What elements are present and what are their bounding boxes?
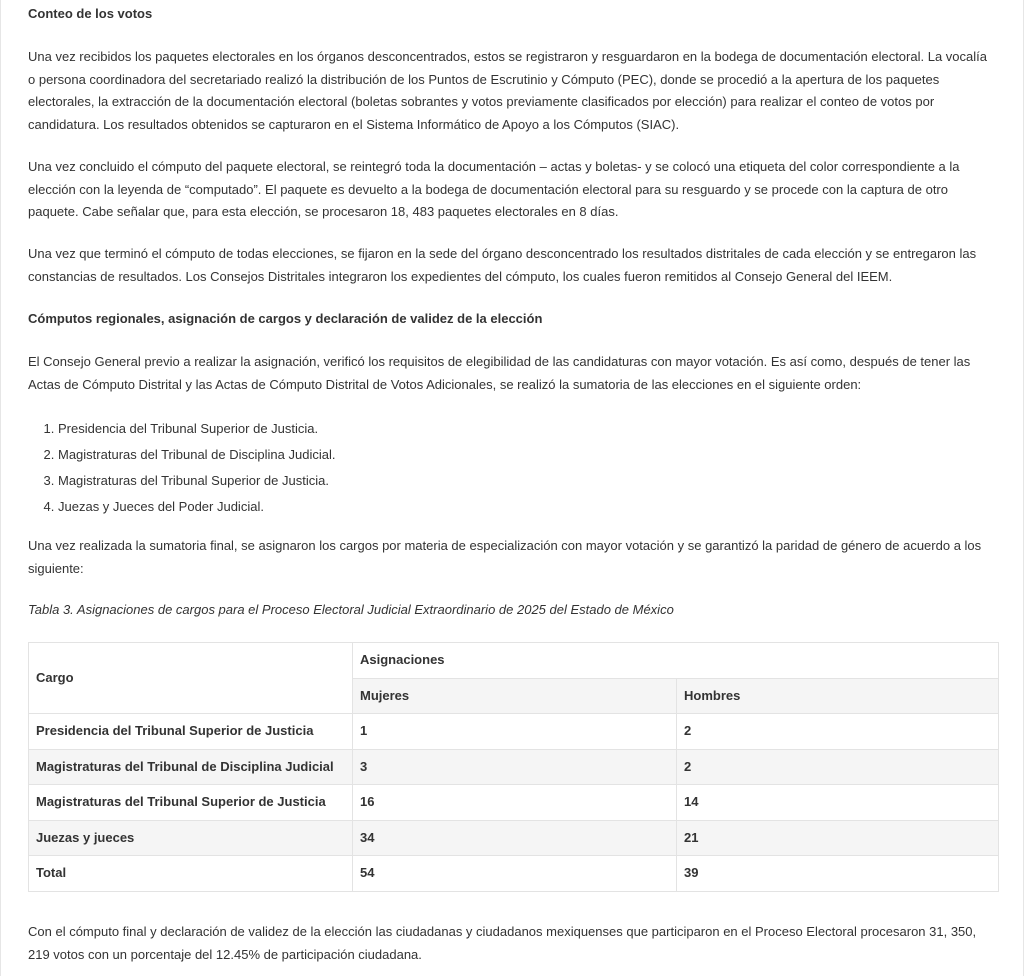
paragraph-regional-2: Una vez realizada la sumatoria final, se asignaron los cargos por materia de especialización con mayor votación y se garantizó la paridad de género de acuerdo a los siguiente: xyxy=(28,538,982,576)
table-row xyxy=(29,820,999,856)
list-item: 2. Magistraturas del Tribunal de Disciplina Judicial. xyxy=(58,442,335,468)
cell-cargo: Total xyxy=(29,856,353,892)
list-item: 3. Magistraturas del Tribunal Superior de Justicia. xyxy=(58,468,335,494)
paragraph-regional-1: El Consejo General previo a realizar la asignación, verificó los requisitos de elegibilidad de las candidaturas con mayor votación. Es así como, después de tener las Actas de Cómputo Distrital y las Actas de Cómputo Distrital de Votos Adicionales, se realizó la sumatoria de las elecciones en el siguiente orden: xyxy=(28,354,971,392)
table-caption: Tabla 3. Asignaciones de cargos para el Proceso Electoral Judicial Extraordinario de 2025 del Estado de México xyxy=(28,602,674,617)
cell-mujeres: 16 xyxy=(353,785,677,821)
cell-cargo: Magistraturas del Tribunal de Disciplina Judicial xyxy=(29,749,353,785)
list-item: 1. Presidencia del Tribunal Superior de Justicia. xyxy=(58,416,335,442)
section-heading-counting: Conteo de los votos xyxy=(28,6,153,21)
cell-cargo: Juezas y jueces xyxy=(29,820,353,856)
cell-cargo: Magistraturas del Tribunal Superior de Justicia xyxy=(29,785,353,821)
list-item: 4. Juezas y Jueces del Poder Judicial. xyxy=(58,494,335,520)
cell-mujeres: 54 xyxy=(353,856,677,892)
cell-hombres: 14 xyxy=(677,785,999,821)
assignments-table xyxy=(28,642,999,892)
cell-mujeres: 1 xyxy=(353,714,677,750)
cell-hombres: 2 xyxy=(677,749,999,785)
table-row xyxy=(29,785,999,821)
cell-mujeres: 34 xyxy=(353,820,677,856)
paragraph-counting-3: Una vez que terminó el cómputo de todas elecciones, se fijaron en la sede del órgano desconcentrado los resultados distritales de cada elección y se entregaron las constancias de resultados. Los Consejos Distritales integraron los expedientes del cómputo, los cuales fueron remitidos al Consejo General del IEEM. xyxy=(28,246,977,284)
header-asignaciones: Asignaciones xyxy=(353,643,999,679)
paragraph-counting-2: Una vez concluido el cómputo del paquete electoral, se reintegró toda la documentación – actas y boletas- y se colocó una etiqueta del color correspondiente a la elección con la leyenda de “computado”. El paquete es devuelto a la bodega de documentación electoral para su resguardo y se procede con la captura de otro paquete. Cabe señalar que, para esta elección, se procesaron 18, 483 paquetes electorales en 8 días. xyxy=(28,159,960,219)
table-row xyxy=(29,749,999,785)
cell-hombres: 2 xyxy=(677,714,999,750)
paragraph-final: Con el cómputo final y declaración de validez de la elección las ciudadanas y ciudadanos mexiquenses que participaron en el Proceso Electoral procesaron 31, 350, 219 votos con un porcentaje del 12.45% de participación ciudadana. xyxy=(28,924,977,962)
section-heading-regional: Cómputos regionales, asignación de cargos y declaración de validez de la elección xyxy=(28,311,543,326)
election-order-list xyxy=(28,416,335,520)
cell-cargo: Presidencia del Tribunal Superior de Justicia xyxy=(29,714,353,750)
table-row-total xyxy=(29,856,999,892)
cell-hombres: 21 xyxy=(677,820,999,856)
header-mujeres: Mujeres xyxy=(353,678,677,714)
table-row xyxy=(29,714,999,750)
cell-hombres: 39 xyxy=(677,856,999,892)
header-cargo: Cargo xyxy=(29,643,353,714)
cell-mujeres: 3 xyxy=(353,749,677,785)
header-hombres: Hombres xyxy=(677,678,999,714)
paragraph-counting-1: Una vez recibidos los paquetes electorales en los órganos desconcentrados, estos se registraron y resguardaron en la bodega de documentación electoral. La vocalía o persona coordinadora del secretariado realizó la distribución de los Puntos de Escrutinio y Cómputo (PEC), donde se procedió a la apertura de los paquetes electorales, la extracción de la documentación electoral (boletas sobrantes y votos previamente clasificados por elección) para realizar el conteo de votos por candidatura. Los resultados obtenidos se capturaron en el Sistema Informático de Apoyo a los Cómputos (SIAC). xyxy=(28,49,987,132)
